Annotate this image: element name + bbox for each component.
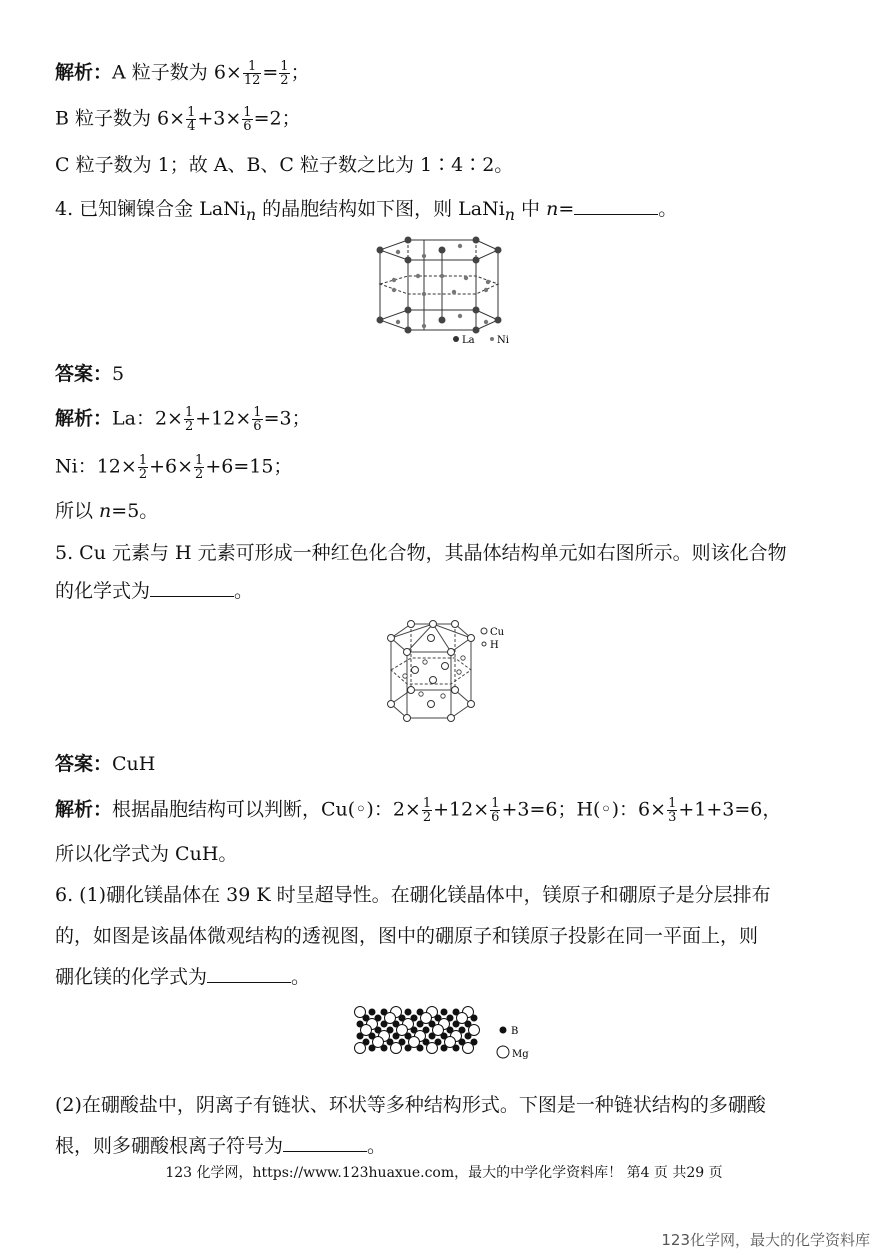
legend-cu: Cu: [490, 627, 505, 638]
answer-blank: [150, 578, 234, 597]
atom: [427, 1043, 438, 1054]
q5-analysis-line2: 所以化学式为 CuH。: [55, 843, 238, 865]
q4-analysis-la: 解析：La：2× $\frac{1}{2}$ +12× $\frac{1}{6}$ =3；: [55, 405, 311, 434]
atom: [465, 1033, 472, 1040]
q3-analysis-line-b: B 粒子数为 6× $\frac{1}{4}$ +3× $\frac{1}{6}$ =2；: [55, 105, 301, 134]
q5-answer: [55, 752, 155, 776]
atom: [357, 1033, 364, 1040]
atom: [381, 1045, 388, 1052]
fraction: $\frac{1}{4}$: [187, 105, 196, 134]
atom: [381, 1021, 388, 1028]
q6-question-line3: 硼化镁的化学式为 。: [55, 966, 311, 988]
page-footer: 123 化学网，https://www.123huaxue.com，最大的中学化学资料库！ 第4 页 共29 页: [165, 1165, 723, 1181]
atom: [393, 1033, 400, 1040]
answer-label: 答案：: [55, 363, 113, 385]
legend-mg: Mg: [512, 1049, 529, 1060]
atom: [405, 1009, 412, 1016]
atom: [417, 1045, 424, 1052]
q6-question-line1: 6. (1)硼化镁晶体在 39 K 时呈超导性。在硼化镁晶体中，镁原子和硼原子是分层排布: [55, 884, 771, 906]
fraction: $\frac{1}{2}$: [280, 59, 289, 88]
q4-analysis-ni: Ni：12× $\frac{1}{2}$ +6× $\frac{1}{2}$ +6=15；: [55, 453, 293, 482]
cuh-crystal-figure: [385, 614, 515, 736]
fraction: $\frac{1}{2}$: [195, 453, 204, 482]
fraction: $\frac{1}{6}$: [491, 796, 500, 825]
fraction: $\frac{1}{6}$: [253, 405, 262, 434]
answer-blank: [574, 196, 658, 215]
atom: [429, 1033, 436, 1040]
fraction: $\frac{1}{3}$: [668, 796, 677, 825]
mgb2-structure-figure: [350, 1002, 540, 1072]
q5-question-line1: 5. Cu 元素与 H 元素可形成一种红色化合物，其晶体结构单元如右图所示。则该化合物: [55, 542, 787, 564]
legend-b: B: [511, 1026, 519, 1037]
q6-part2-line2: 根，则多硼酸根离子符号为 。: [55, 1135, 387, 1157]
q4-conclusion: 所以 n=5。: [55, 500, 159, 522]
atom: [417, 1021, 424, 1028]
answer-blank: [283, 1133, 367, 1152]
atom: [441, 1045, 448, 1052]
atom: [453, 1021, 460, 1028]
atom: [453, 1045, 460, 1052]
watermark: 123化学网，最大的化学资料库: [661, 1231, 870, 1249]
fraction: $\frac{1}{2}$: [184, 405, 194, 434]
q6-part2-line1: (2)在硼酸盐中，阴离子有链状、环状等多种结构形式。下图是一种链状结构的多硼酸: [55, 1094, 766, 1116]
atom: [369, 1045, 376, 1052]
atom: [463, 1043, 474, 1054]
atom: [471, 1015, 478, 1022]
fraction: $\frac{1}{2}$: [422, 796, 432, 825]
q5-question-line2: 的化学式为 。: [55, 580, 254, 602]
analysis-label: 解析：: [55, 798, 113, 821]
answer-label: 答案：: [55, 753, 113, 775]
atom: [391, 1043, 402, 1054]
q4-question: 4. 已知镧镍合金 LaNi$_n$ 的晶胞结构如下图，则 LaNi$_n$ 中 n= 。: [55, 198, 678, 224]
lani-crystal-figure: [368, 232, 528, 348]
answer-value: 5: [112, 363, 125, 385]
atom: [405, 1045, 412, 1052]
q5-analysis-line1: 解析：根据晶胞结构可以判断，Cu(◦)：2× $\frac{1}{2}$ +12× $\frac{1}{6}$ +3=6；H(◦)：6× $\frac{1}{3}$ +1+3=6，: [55, 796, 782, 825]
atom: [355, 1043, 366, 1054]
q3-analysis-line-a: 解析：A 粒子数为 6× $\frac{1}{12}$ = $\frac{1}{2}$ ；: [55, 59, 310, 88]
fraction: $\frac{1}{2}$: [138, 453, 148, 482]
legend-h: H: [490, 640, 499, 651]
answer-value: CuH: [112, 753, 156, 775]
q6-question-line2: 的，如图是该晶体微观结构的透视图，图中的硼原子和镁原子投影在同一平面上，则: [55, 925, 759, 947]
legend-la: La: [462, 335, 475, 346]
answer-blank: [207, 964, 291, 983]
legend-ni: Ni: [497, 335, 509, 346]
analysis-label: 解析：: [55, 407, 113, 430]
atom: [369, 1009, 376, 1016]
atom: [441, 1009, 448, 1016]
q4-answer: [55, 362, 124, 386]
fraction: $\frac{1}{12}$: [243, 59, 261, 88]
text: A 粒子数为 6×: [112, 61, 242, 84]
analysis-label: 解析：: [55, 61, 113, 84]
q3-analysis-line-c: C 粒子数为 1；故 A、B、C 粒子数之比为 1∶4∶2。: [55, 154, 514, 176]
fraction: $\frac{1}{6}$: [243, 105, 252, 134]
